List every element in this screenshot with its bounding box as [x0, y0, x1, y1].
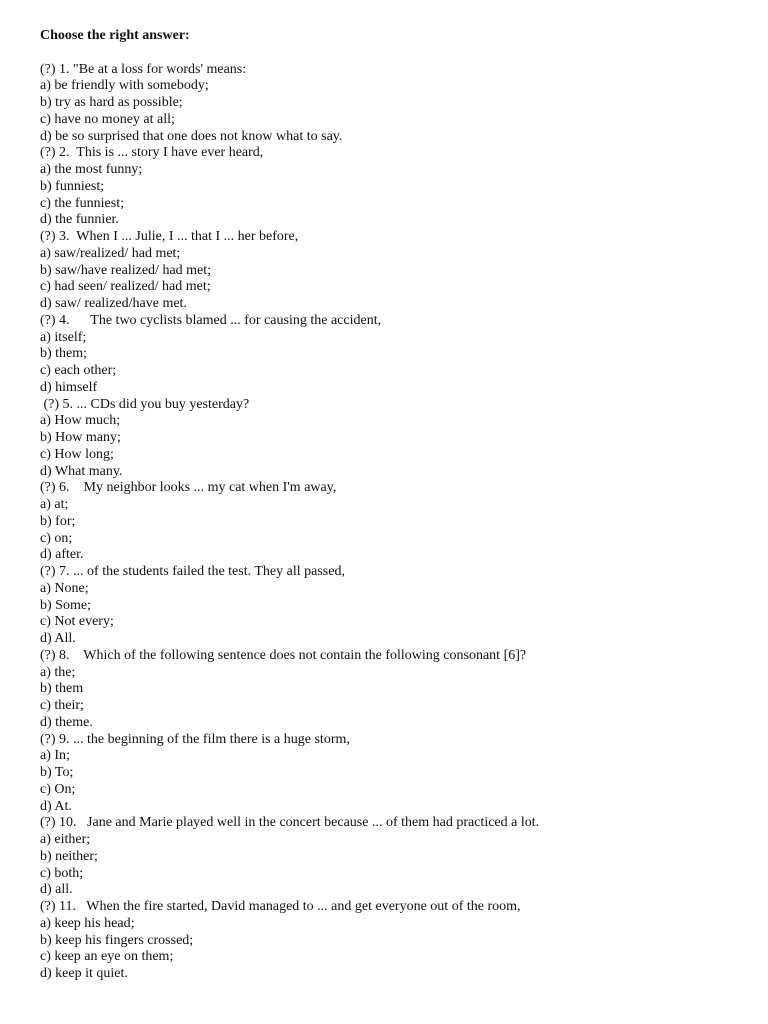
question-text: (?) 5. ... CDs did you buy yesterday? — [40, 396, 250, 412]
question-block — [40, 564, 740, 648]
answer-option: d) At. — [40, 798, 72, 814]
answer-option: c) How long; — [40, 446, 114, 462]
question-text: (?) 9. ... the beginning of the film there is a huge storm, — [40, 731, 350, 747]
answer-option: c) keep an eye on them; — [40, 949, 174, 965]
answer-option: b) them; — [40, 346, 88, 362]
question-block — [40, 815, 740, 899]
answer-option: c) on; — [40, 530, 73, 546]
answer-option: b) To; — [40, 765, 74, 780]
answer-option: b) Some; — [40, 597, 91, 613]
answer-option: d) theme. — [40, 714, 93, 730]
answer-option: c) Not every; — [40, 614, 114, 630]
question-text: (?) 2. This is ... story I have ever heard, — [40, 145, 264, 161]
answer-option: d) after. — [40, 547, 84, 563]
question-text: (?) 1. "Be at a loss for words' means: — [40, 61, 247, 77]
answer-option: a) keep his head; — [40, 915, 135, 931]
answer-option: a) the; — [40, 664, 76, 680]
answer-option: b) try as hard as possible; — [40, 95, 183, 110]
answer-option: a) at; — [40, 497, 69, 512]
answer-option: a) be friendly with somebody; — [40, 78, 209, 94]
answer-option: d) be so surprised that one does not know what to say. — [40, 128, 343, 144]
answer-option: d) himself — [40, 379, 98, 395]
answer-option: a) either; — [40, 832, 91, 847]
answer-option: c) each other; — [40, 363, 117, 378]
answer-option: c) had seen/ realized/ had met; — [40, 279, 211, 295]
question-block — [40, 480, 740, 564]
answer-option: a) None; — [40, 580, 89, 596]
question-block — [40, 397, 740, 481]
answer-option: b) keep his fingers crossed; — [40, 932, 194, 948]
question-block — [40, 899, 740, 983]
question-block — [40, 229, 740, 313]
question-text: (?) 11. When the fire started, David managed to ... and get everyone out of the room, — [40, 899, 521, 914]
question-text: (?) 8. Which of the following sentence does not contain the following consonant [6]? — [40, 647, 527, 663]
answer-option: b) funniest; — [40, 178, 105, 194]
answer-option: a) itself; — [40, 329, 87, 345]
answer-option: a) the most funny; — [40, 162, 143, 177]
answer-option: c) the funniest; — [40, 195, 124, 211]
answer-option: b) neither; — [40, 848, 98, 864]
question-block — [40, 62, 740, 146]
answer-option: a) In; — [40, 748, 70, 764]
answer-option: b) How many; — [40, 430, 121, 445]
answer-option: c) both; — [40, 865, 84, 881]
answer-option: c) their; — [40, 698, 84, 713]
question-text: (?) 3. When I ... Julie, I ... that I ... her before, — [40, 229, 299, 244]
question-block — [40, 313, 740, 397]
answer-option: d) keep it quiet. — [40, 966, 128, 981]
page-title: Choose the right answer: — [40, 28, 190, 43]
answer-option: a) saw/realized/ had met; — [40, 245, 181, 261]
question-text: (?) 6. My neighbor looks ... my cat when I'm away, — [40, 480, 337, 496]
answer-option: c) On; — [40, 781, 76, 797]
answer-option: d) saw/ realized/have met. — [40, 296, 187, 311]
document-page — [40, 28, 740, 983]
answer-option: d) What many. — [40, 463, 123, 479]
answer-option: b) saw/have realized/ had met; — [40, 262, 212, 278]
question-text: (?) 4. The two cyclists blamed ... for causing the accident, — [40, 312, 382, 328]
answer-option: b) them — [40, 681, 84, 697]
question-block — [40, 648, 740, 732]
question-block — [40, 732, 740, 816]
answer-option: d) all. — [40, 882, 73, 898]
answer-option: c) have no money at all; — [40, 111, 175, 127]
question-text: (?) 7. ... of the students failed the test. They all passed, — [40, 564, 345, 579]
answer-option: b) for; — [40, 513, 76, 529]
answer-option: d) the funnier. — [40, 212, 119, 228]
answer-option: d) All. — [40, 631, 76, 646]
answer-option: a) How much; — [40, 413, 121, 429]
question-text: (?) 10. Jane and Marie played well in the concert because ... of them had practiced a lot. — [40, 815, 540, 831]
question-list — [40, 62, 740, 983]
question-block — [40, 145, 740, 229]
